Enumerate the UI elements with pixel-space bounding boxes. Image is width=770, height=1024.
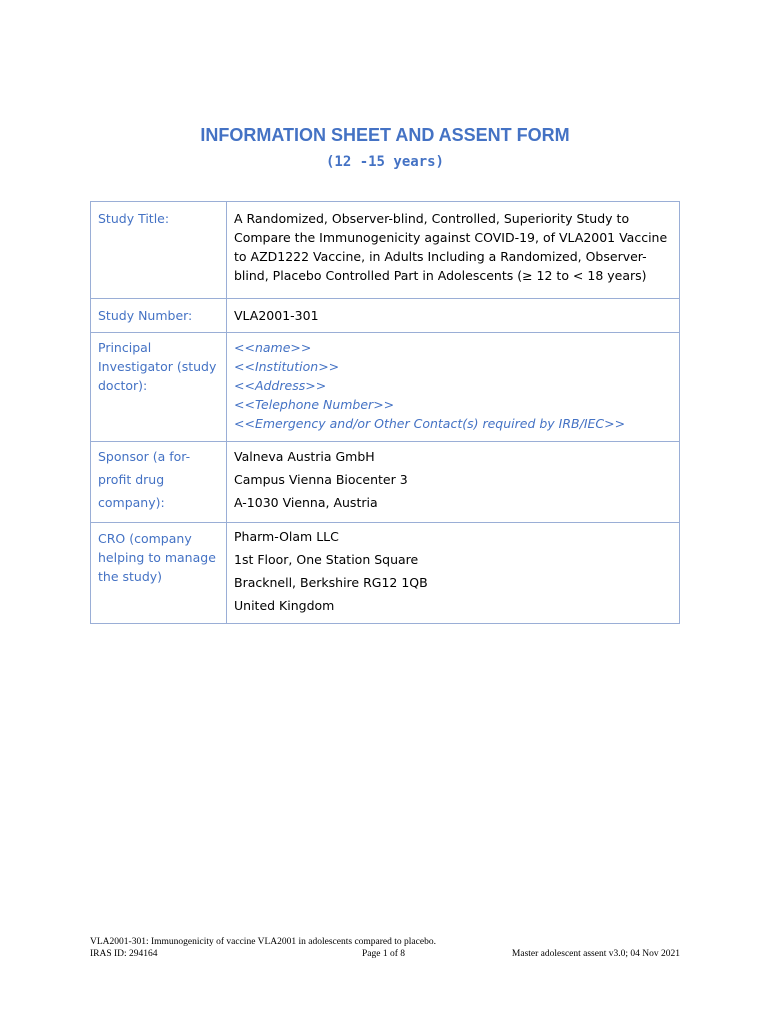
sponsor-address-block bbox=[227, 442, 680, 523]
cro-city: Bracknell, Berkshire RG12 1QB bbox=[234, 575, 428, 590]
sponsor-street: Campus Vienna Biocenter 3 bbox=[234, 472, 408, 487]
sponsor-label: Sponsor (a for-profit drug company): bbox=[91, 442, 227, 523]
cro-name: Pharm-Olam LLC bbox=[234, 529, 339, 544]
table-row-investigator bbox=[91, 333, 680, 442]
footer-version: Master adolescent assent v3.0; 04 Nov 2021 bbox=[511, 949, 680, 959]
table-row-sponsor bbox=[91, 442, 680, 523]
footer-iras-id: IRAS ID: 294164 bbox=[90, 949, 158, 959]
study-number-label: Study Number: bbox=[91, 299, 227, 333]
sponsor-city: A-1030 Vienna, Austria bbox=[234, 495, 378, 510]
study-title-label: Study Title: bbox=[91, 202, 227, 299]
investigator-label: Principal Investigator (study doctor): bbox=[91, 333, 227, 442]
study-number-value: VLA2001-301 bbox=[227, 299, 680, 333]
cro-country: United Kingdom bbox=[234, 598, 335, 613]
investigator-telephone-placeholder: <<Telephone Number>> bbox=[234, 397, 395, 412]
page-subtitle: (12 -15 years) bbox=[325, 154, 444, 170]
study-title-value: A Randomized, Observer-blind, Controlled, Superiority Study to Compare the Immunogenicity against COVID-19, of VLA2001 Vaccine to AZD1222 Vaccine, in Adults Including a Randomized, Observer-blind, Placebo Controlled Part in Adolescents (≥ 12 to < 18 years) bbox=[227, 202, 680, 299]
table-row-cro bbox=[91, 523, 680, 624]
study-info-table bbox=[90, 201, 680, 624]
footer-description: VLA2001-301: Immunogenicity of vaccine VLA2001 in adolescents compared to placebo. bbox=[90, 937, 436, 947]
page-title: INFORMATION SHEET AND ASSENT FORM bbox=[200, 125, 570, 145]
investigator-institution-placeholder: <<Institution>> bbox=[234, 359, 340, 374]
cro-address-block bbox=[227, 523, 680, 624]
investigator-emergency-contact-placeholder: <<Emergency and/or Other Contact(s) required by IRB/IEC>> bbox=[234, 416, 626, 431]
sponsor-name: Valneva Austria GmbH bbox=[234, 449, 375, 464]
investigator-address-placeholder: <<Address>> bbox=[234, 378, 327, 393]
cro-label: CRO (company helping to manage the study) bbox=[91, 523, 227, 624]
footer-page-number: Page 1 of 8 bbox=[362, 949, 406, 959]
investigator-contact-block bbox=[227, 333, 680, 442]
cro-street: 1st Floor, One Station Square bbox=[234, 552, 419, 567]
investigator-name-placeholder: <<name>> bbox=[234, 340, 312, 355]
table-row-study-title bbox=[91, 202, 680, 299]
footer-meta-row bbox=[90, 949, 680, 959]
table-row-study-number bbox=[91, 299, 680, 333]
